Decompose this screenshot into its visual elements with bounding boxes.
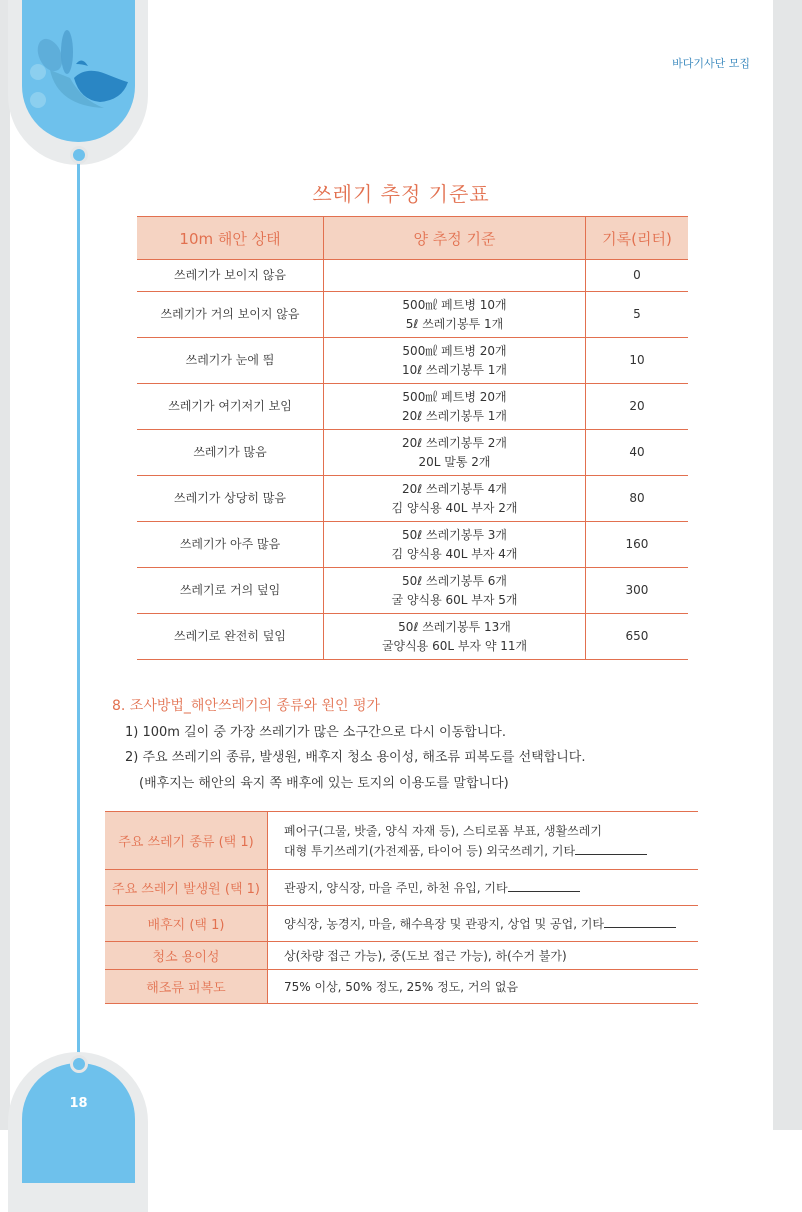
- cell-criteria: [324, 476, 586, 522]
- criteria-line: 굴 양식용 60L 부자 5개: [391, 592, 518, 607]
- option-text: 상(차량 접근 가능), 중(도보 접근 가능), 하(수거 불가): [284, 948, 567, 963]
- column-header-liters: 기록(리터): [585, 217, 688, 260]
- criteria-line: 김 양식용 40L 부자 4개: [391, 546, 518, 561]
- criteria-line: 10ℓ 쓰레기봉투 1개: [401, 362, 508, 377]
- cell-liters: 650: [585, 614, 688, 660]
- eval-label: 배후지 (택 1): [105, 906, 268, 942]
- eval-label: 해조류 피복도: [105, 970, 268, 1004]
- table-row: [137, 338, 688, 384]
- page-number: 18: [69, 1096, 88, 1111]
- option-text: 대형 투기쓰레기(가전제품, 타이어 등) 외국쓰레기, 기타: [284, 843, 576, 858]
- cell-state: 쓰레기가 거의 보이지 않음: [137, 292, 324, 338]
- step-1: 1) 100m 길이 중 가장 쓰레기가 많은 소구간으로 다시 이동합니다.: [125, 725, 506, 740]
- cell-criteria: [324, 614, 586, 660]
- criteria-line: 500㎖ 페트병 20개: [402, 343, 507, 358]
- cell-state: 쓰레기로 거의 덮임: [137, 568, 324, 614]
- option-text: 관광지, 양식장, 마을 주민, 하천 유입, 기타: [284, 880, 508, 895]
- option-text: 양식장, 농경지, 마을, 해수욕장 및 관광지, 상업 및 공업, 기타: [284, 916, 605, 931]
- criteria-line: 20ℓ 쓰레기봉투 2개: [401, 435, 508, 450]
- option-line: [284, 914, 697, 934]
- option-line: [284, 841, 697, 861]
- eval-options: [268, 970, 699, 1004]
- criteria-line: 20ℓ 쓰레기봉투 4개: [401, 481, 508, 496]
- fill-in-blank[interactable]: [508, 880, 580, 892]
- eval-label: 주요 쓰레기 발생원 (택 1): [105, 870, 268, 906]
- cell-liters: 5: [585, 292, 688, 338]
- column-header-state: 10m 해안 상태: [137, 217, 324, 260]
- cell-state: 쓰레기가 눈에 띔: [137, 338, 324, 384]
- cell-state: 쓰레기가 아주 많음: [137, 522, 324, 568]
- cell-liters: 160: [585, 522, 688, 568]
- table-row: [137, 292, 688, 338]
- left-margin-strip: [0, 0, 10, 1130]
- table-row: [137, 614, 688, 660]
- eval-label: 청소 용이성: [105, 942, 268, 970]
- eval-options: [268, 870, 699, 906]
- evaluation-table: [105, 811, 698, 1004]
- criteria-line: 50ℓ 쓰레기봉투 6개: [401, 573, 508, 588]
- eval-row: [105, 906, 698, 942]
- option-line: [284, 946, 697, 966]
- eval-label: 주요 쓰레기 종류 (택 1): [105, 812, 268, 870]
- header-label: 바다기사단 모집: [672, 57, 750, 70]
- option-text: 75% 이상, 50% 정도, 25% 정도, 거의 없음: [284, 979, 519, 994]
- cell-state: 쓰레기가 보이지 않음: [137, 260, 324, 292]
- criteria-line: 500㎖ 페트병 20개: [402, 389, 507, 404]
- table-row: [137, 522, 688, 568]
- cell-state: 쓰레기로 완전히 덮임: [137, 614, 324, 660]
- criteria-line: 굴양식용 60L 부자 약 11개: [381, 638, 528, 653]
- fill-in-blank[interactable]: [575, 843, 647, 855]
- eval-options: [268, 906, 699, 942]
- cell-state: 쓰레기가 상당히 많음: [137, 476, 324, 522]
- option-line: [284, 821, 697, 841]
- option-line: [284, 878, 697, 898]
- eval-options: [268, 812, 699, 870]
- timeline-line: [77, 160, 80, 1060]
- cell-criteria: [324, 522, 586, 568]
- table-title: 쓰레기 추정 기준표: [312, 182, 490, 206]
- eval-row: [105, 870, 698, 906]
- whale-logo-icon: [22, 0, 135, 142]
- step-note: (배후지는 해안의 육지 쪽 배후에 있는 토지의 이용도를 말합니다): [139, 776, 509, 791]
- cell-criteria: [324, 568, 586, 614]
- cell-criteria: [324, 338, 586, 384]
- estimation-table: [137, 216, 688, 660]
- cell-liters: 80: [585, 476, 688, 522]
- criteria-line: 김 양식용 40L 부자 2개: [391, 500, 518, 515]
- timeline-dot-top: [70, 146, 88, 164]
- criteria-line: 50ℓ 쓰레기봉투 3개: [401, 527, 508, 542]
- cell-liters: 20: [585, 384, 688, 430]
- cell-liters: 0: [585, 260, 688, 292]
- cell-liters: 10: [585, 338, 688, 384]
- table-row: [137, 430, 688, 476]
- criteria-line: 50ℓ 쓰레기봉투 13개: [398, 619, 511, 634]
- section-heading: 8. 조사방법_해안쓰레기의 종류와 원인 평가: [112, 698, 381, 714]
- option-line: [284, 977, 697, 997]
- cell-criteria: [324, 292, 586, 338]
- eval-options: [268, 942, 699, 970]
- timeline-dot-bottom: [70, 1055, 88, 1073]
- criteria-line: 20L 말통 2개: [418, 454, 491, 469]
- cell-criteria: [324, 430, 586, 476]
- table-row: [137, 384, 688, 430]
- criteria-line: 20ℓ 쓰레기봉투 1개: [401, 408, 508, 423]
- table-row: [137, 568, 688, 614]
- cell-liters: 300: [585, 568, 688, 614]
- bottom-tab: [22, 1063, 135, 1183]
- eval-row: [105, 812, 698, 870]
- step-2: 2) 주요 쓰레기의 종류, 발생원, 배후지 청소 용이성, 해조류 피복도를 선택합니다.: [125, 750, 586, 765]
- cell-criteria: [324, 260, 586, 292]
- fill-in-blank[interactable]: [604, 916, 676, 928]
- right-margin-strip: [773, 0, 802, 1130]
- top-tab: [22, 0, 135, 142]
- cell-criteria: [324, 384, 586, 430]
- eval-row: [105, 970, 698, 1004]
- eval-row: [105, 942, 698, 970]
- table-row: [137, 476, 688, 522]
- option-text: 폐어구(그물, 밧줄, 양식 자재 등), 스티로폼 부표, 생활쓰레기: [284, 823, 602, 838]
- criteria-line: 5ℓ 쓰레기봉투 1개: [405, 316, 504, 331]
- criteria-line: 500㎖ 페트병 10개: [402, 297, 507, 312]
- cell-state: 쓰레기가 많음: [137, 430, 324, 476]
- cell-liters: 40: [585, 430, 688, 476]
- table-row: [137, 260, 688, 292]
- column-header-criteria: 양 추정 기준: [324, 217, 586, 260]
- cell-state: 쓰레기가 여기저기 보임: [137, 384, 324, 430]
